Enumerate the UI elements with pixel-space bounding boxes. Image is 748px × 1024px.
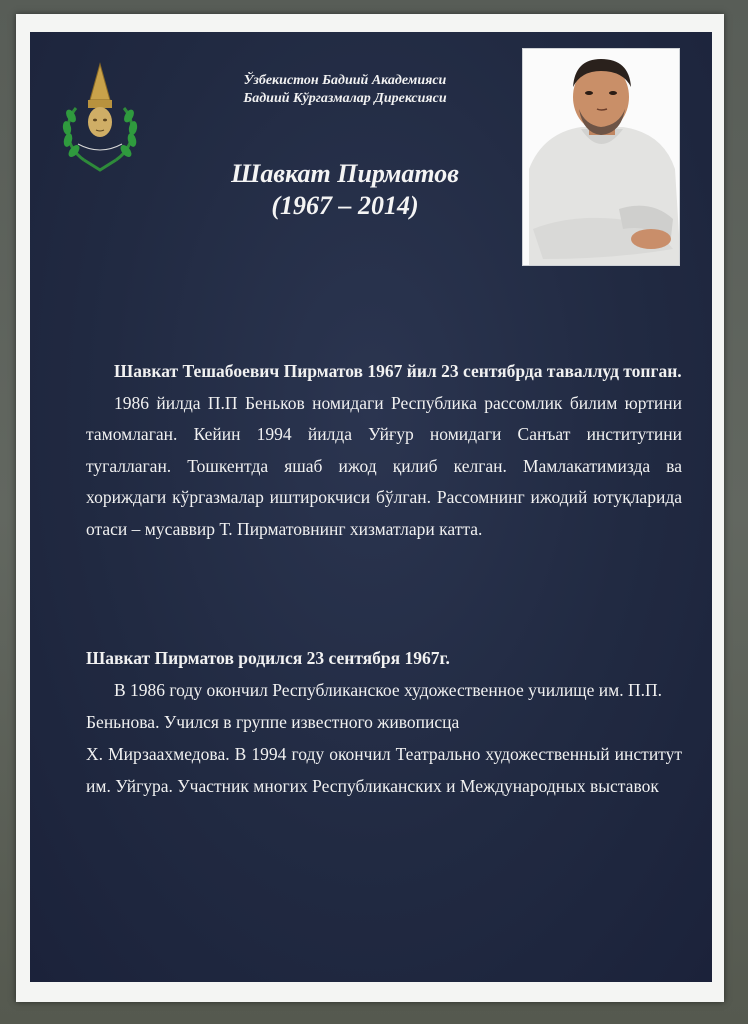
russian-line-2: Х. Мирзаахмедова. В 1994 году окончил Театрально художественный институт им. Уйгура. Участник многих Республиканских и Международных выставок — [86, 744, 682, 796]
russian-line-1: В 1986 году окончил Республиканское художественное училище им. П.П. Беньнова. Учился в группе известного живописца — [86, 680, 663, 732]
artist-title — [160, 158, 530, 222]
organization-line-2: Бадиий Кўргазмалар Дирексияси — [243, 91, 447, 106]
organization-line-1: Ўзбекистон Бадиий Академияси — [243, 73, 447, 88]
organization-name — [180, 72, 510, 108]
uzbek-biography — [86, 356, 682, 545]
uzbek-heading: Шавкат Тешабоевич Пирматов 1967 йил 23 сентябрда таваллуд топган. — [114, 361, 682, 381]
artist-years: (1967 – 2014) — [271, 191, 419, 220]
portrait-image — [523, 49, 680, 266]
artist-portrait — [522, 48, 680, 266]
artist-name: Шавкат Пирматов — [231, 159, 459, 188]
academy-emblem-icon — [54, 60, 146, 176]
uzbek-paragraph: 1986 йилда П.П Беньков номидаги Республика рассомлик билим юртини тамомлаган. Кейин 1994 йилда Уйғур номидаги Санъат институтини тугаллаган. Тошкентда яшаб ижод қилиб келган. Мамлакатимизда ва хориждаги кўргазмалар иштирокчиси бўлган. Рассомнинг ижодий ютуқларида отаси – мусаввир Т. Пирматовнинг хизматлари катта. — [86, 392, 682, 539]
russian-biography — [86, 642, 682, 802]
russian-heading: Шавкат Пирматов родился 23 сентября 1967г. — [86, 648, 450, 668]
poster-panel — [30, 32, 712, 982]
